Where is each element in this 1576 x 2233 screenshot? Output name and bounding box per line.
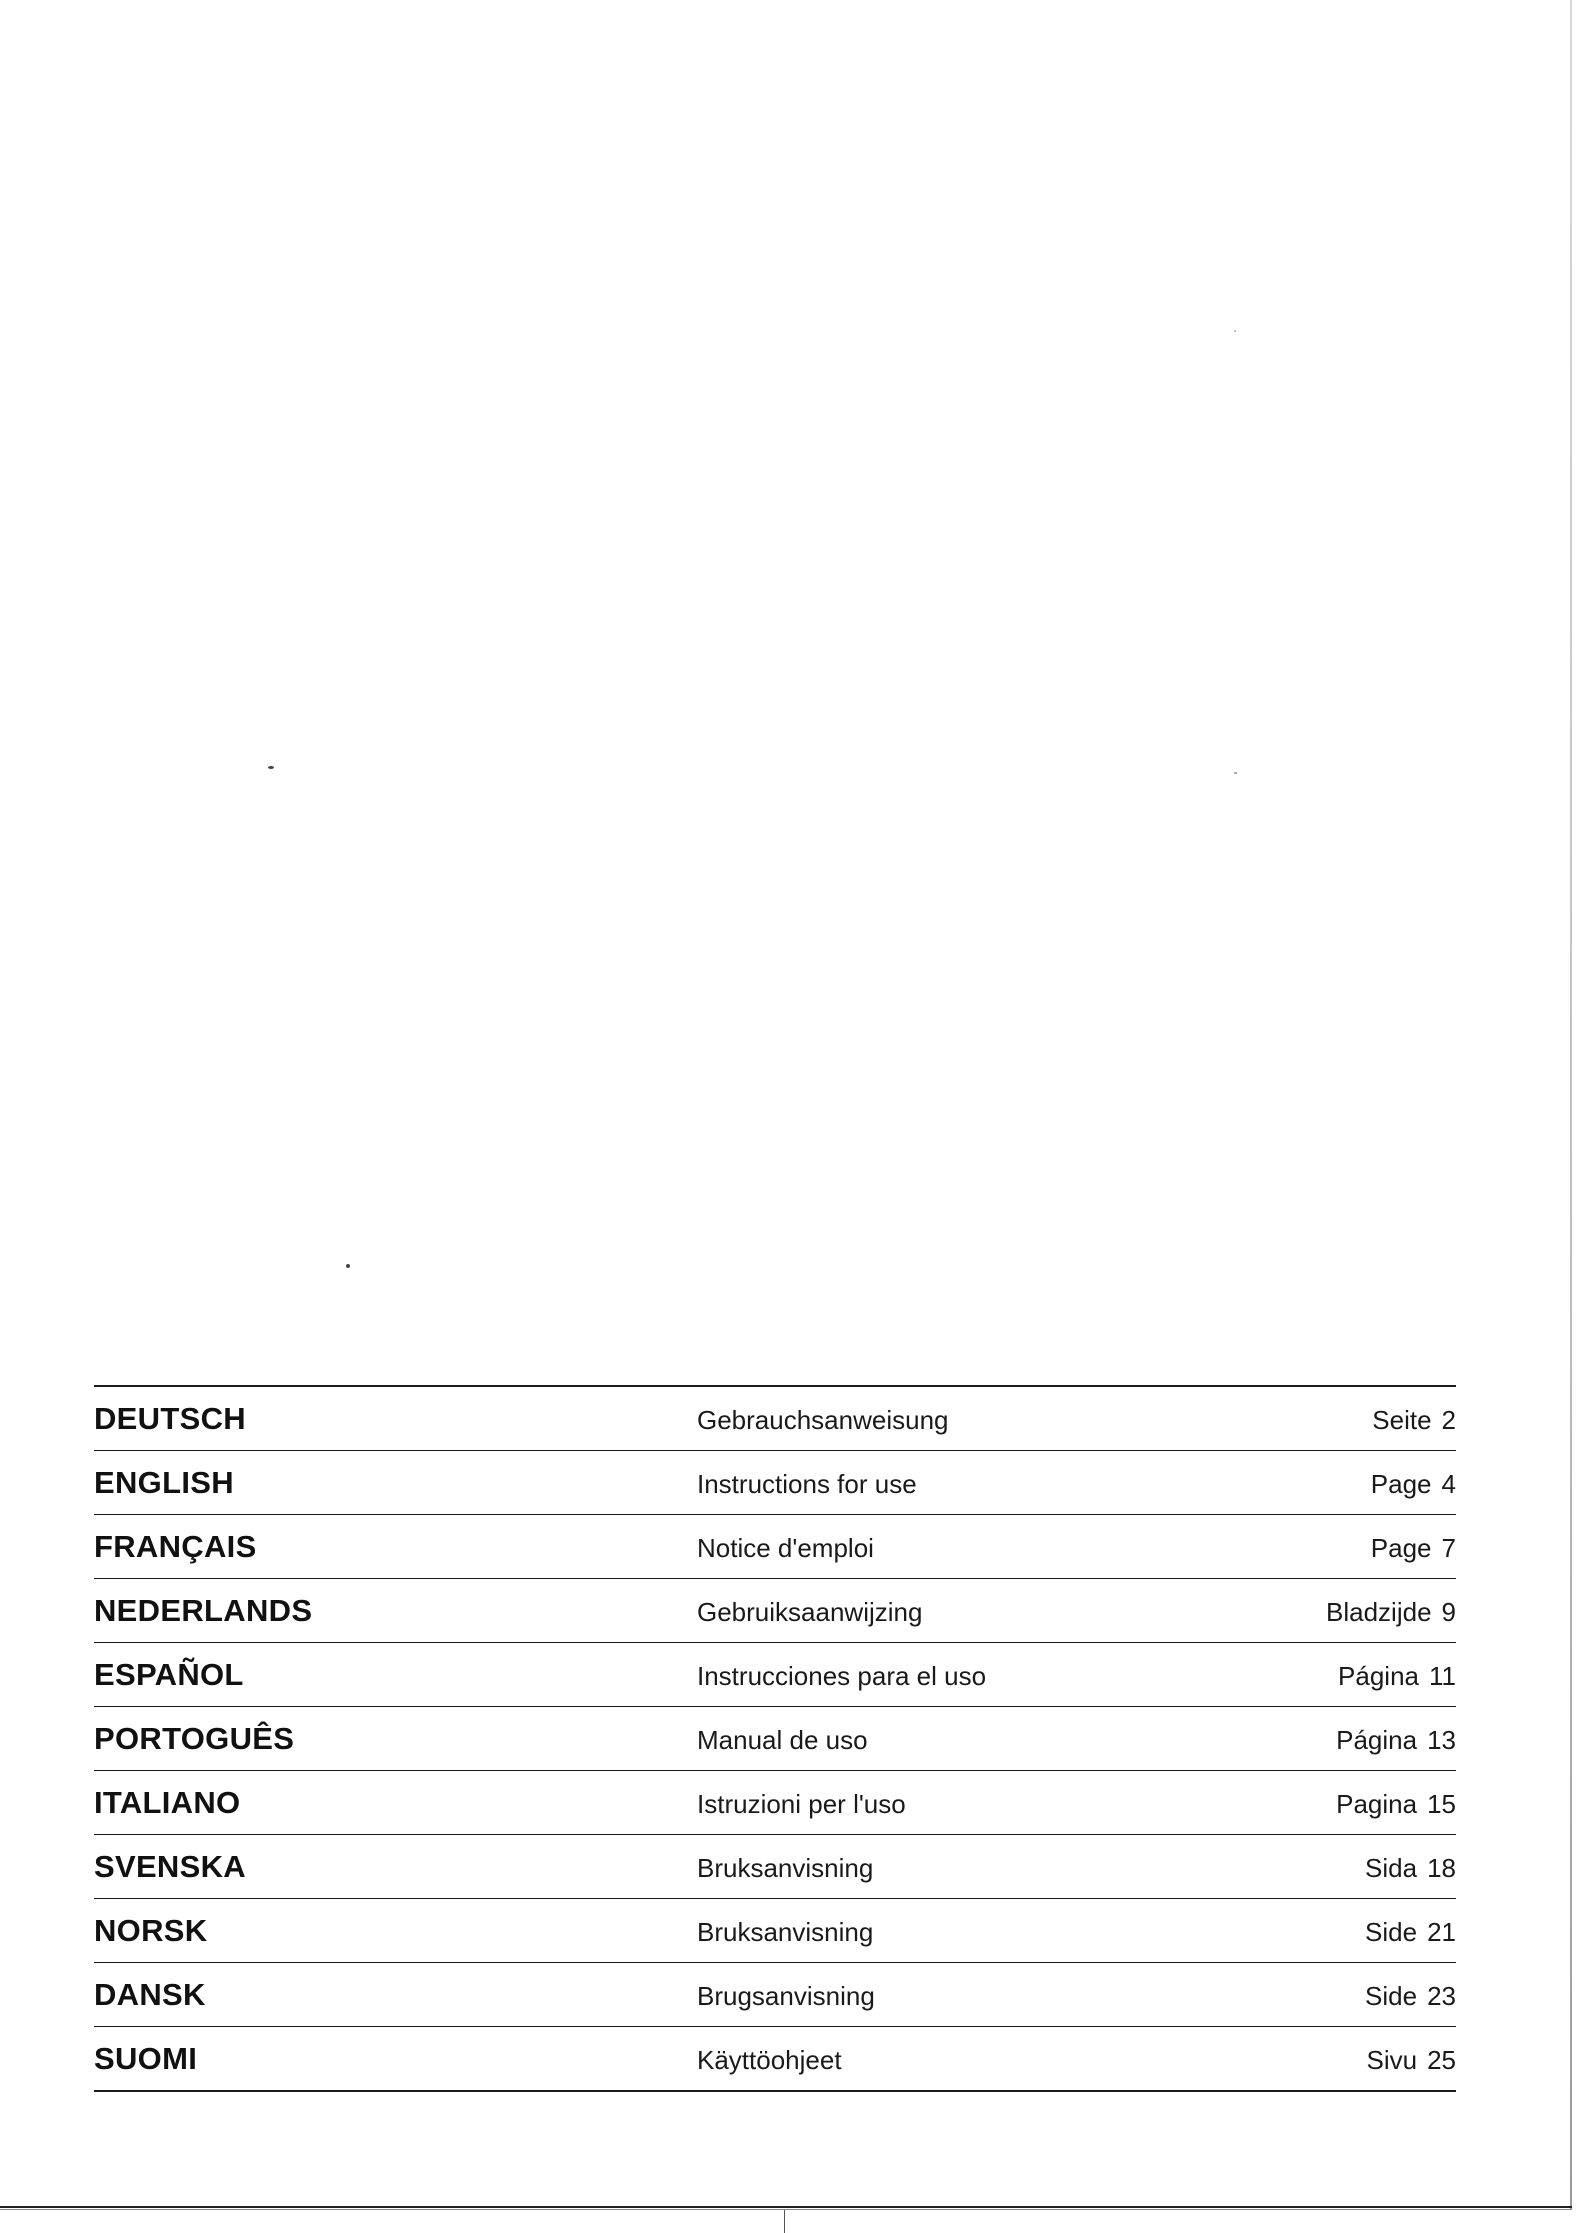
page-word: Página <box>1336 1725 1418 1755</box>
language-name: NEDERLANDS <box>94 1593 313 1628</box>
contents-row-francais <box>94 1515 1456 1578</box>
language-name: FRANÇAIS <box>94 1529 257 1564</box>
contents-row-norsk <box>94 1899 1456 1962</box>
manual-title: Gebruiksaanwijzing <box>697 1597 923 1627</box>
contents-row-english <box>94 1451 1456 1514</box>
contents-row-italiano <box>94 1771 1456 1834</box>
page-reference <box>1365 1917 1456 1948</box>
page-reference <box>1371 1469 1456 1500</box>
contents-row-portogues <box>94 1707 1456 1770</box>
manual-title: Instrucciones para el uso <box>697 1661 987 1691</box>
language-name: ITALIANO <box>94 1785 241 1820</box>
contents-row-suomi <box>94 2027 1456 2090</box>
page-reference <box>1338 1661 1456 1692</box>
page-number: 4 <box>1441 1469 1456 1499</box>
language-name: ENGLISH <box>94 1465 234 1500</box>
page-reference <box>1336 1789 1456 1820</box>
scan-fold-mark <box>784 2210 785 2233</box>
page-number: 13 <box>1427 1725 1456 1755</box>
page-reference <box>1372 1405 1456 1436</box>
scan-bottom-edge <box>0 2206 1572 2208</box>
page-reference <box>1367 2045 1457 2076</box>
scan-speck <box>1234 772 1237 774</box>
manual-title: Istruzioni per l'uso <box>697 1789 906 1819</box>
language-name: PORTOGUÊS <box>94 1721 295 1756</box>
page-reference <box>1365 1853 1456 1884</box>
scan-speck <box>346 1264 350 1268</box>
bottom-rule <box>94 2090 1456 2092</box>
page-number: 23 <box>1427 1981 1456 2011</box>
manual-title: Bruksanvisning <box>697 1917 874 1947</box>
contents-row-svenska <box>94 1835 1456 1898</box>
page-number: 18 <box>1427 1853 1456 1883</box>
scan-right-edge <box>1570 0 1572 2210</box>
page-word: Sida <box>1365 1853 1418 1883</box>
page-number: 25 <box>1427 2045 1456 2075</box>
page-word: Sivu <box>1366 2045 1418 2075</box>
page-number: 2 <box>1441 1405 1456 1435</box>
page-number: 9 <box>1441 1597 1456 1627</box>
page-reference <box>1365 1981 1456 2012</box>
scan-bottom-shadow <box>0 2209 1572 2210</box>
contents-row-dansk <box>94 1963 1456 2026</box>
language-name: NORSK <box>94 1913 208 1948</box>
contents-row-nederlands <box>94 1579 1456 1642</box>
manual-title: Instructions for use <box>697 1469 917 1499</box>
manual-title: Gebrauchsanweisung <box>697 1405 949 1435</box>
page-number: 21 <box>1427 1917 1456 1947</box>
page-word: Página <box>1338 1661 1419 1691</box>
page-word: Page <box>1370 1533 1432 1563</box>
page-word: Page <box>1370 1469 1432 1499</box>
scan-speck <box>1234 330 1236 332</box>
page-reference <box>1371 1533 1456 1564</box>
language-name: ESPAÑOL <box>94 1657 244 1692</box>
page-word: Bladzijde <box>1326 1597 1432 1627</box>
contents-row-espanol <box>94 1643 1456 1706</box>
page-number: 11 <box>1429 1661 1456 1691</box>
manual-title: Notice d'emploi <box>697 1533 874 1563</box>
language-name: SVENSKA <box>94 1849 246 1884</box>
manual-title: Käyttöohjeet <box>697 2045 842 2075</box>
scan-speck <box>268 766 274 769</box>
language-name: SUOMI <box>94 2041 198 2076</box>
page-word: Pagina <box>1336 1789 1418 1819</box>
manual-title: Bruksanvisning <box>697 1853 874 1883</box>
page-reference <box>1326 1597 1456 1628</box>
language-contents-table <box>94 1385 1456 2092</box>
manual-title: Manual de uso <box>697 1725 868 1755</box>
page-word: Side <box>1365 1917 1418 1947</box>
language-name: DEUTSCH <box>94 1401 246 1436</box>
manual-title: Brugsanvisning <box>697 1981 875 2011</box>
contents-row-deutsch <box>94 1387 1456 1450</box>
page-reference <box>1336 1725 1456 1756</box>
page-number: 7 <box>1441 1533 1456 1563</box>
page-word: Side <box>1365 1981 1418 2011</box>
page-number: 15 <box>1427 1789 1456 1819</box>
page-word: Seite <box>1372 1405 1432 1435</box>
language-name: DANSK <box>94 1977 206 2012</box>
